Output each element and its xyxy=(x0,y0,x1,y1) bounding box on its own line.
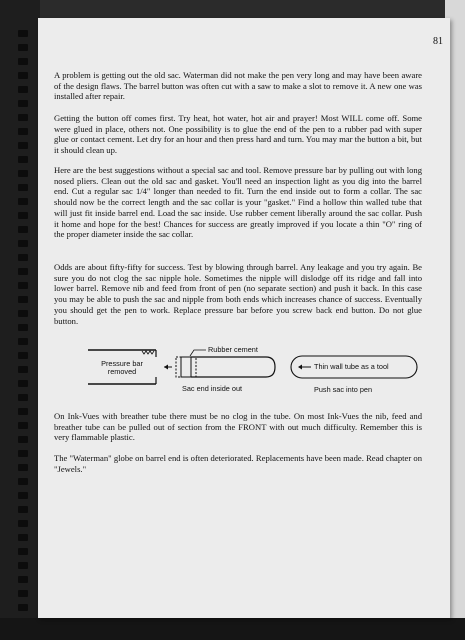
binding-ring xyxy=(18,352,28,359)
paragraph-5: On Ink-Vues with breather tube there must be no clog in the tube. On most Ink-Vues the nib, feed and breather tube can be pulled out of section from the FRONT with out much difficulty. Remember this is very flammable plastic. xyxy=(54,411,422,443)
binding-ring xyxy=(18,128,28,135)
binding-ring xyxy=(18,268,28,275)
binding-ring xyxy=(18,450,28,457)
pressure-bar-label: Pressure bar removed xyxy=(101,359,143,376)
binding-ring xyxy=(18,30,28,37)
binding-ring xyxy=(18,548,28,555)
binding-ring xyxy=(18,114,28,121)
binding-ring xyxy=(18,534,28,541)
paragraph-4: Odds are about fifty-fifty for success. Test by blowing through barrel. Any leakage and you try again. Be sure you do not clog the sac nipple hole. Sometimes the nipple will dislodge off its ridge and fall into lower barrel. Remove nib and feed from front of pen (no separate section) and push it back. In this case you may be able to push the sac and nipple from both ends which increases chance of success. Eventually you should get the pen to work. Replace pressure bar before you screw back end button. Do not glue button. xyxy=(54,262,422,326)
push-sac-label: Push sac into pen xyxy=(314,385,373,394)
binding-ring xyxy=(18,310,28,317)
binding-ring xyxy=(18,394,28,401)
sac-replacement-diagram xyxy=(86,342,422,398)
binding-ring xyxy=(18,492,28,499)
background-bottom xyxy=(0,618,465,640)
binding-ring xyxy=(18,562,28,569)
binding-ring xyxy=(18,576,28,583)
binding-ring xyxy=(18,408,28,415)
binding-ring xyxy=(18,58,28,65)
binding-ring xyxy=(18,44,28,51)
paragraph-6: The "Waterman" globe on barrel end is often deteriorated. Replacements have been made. Read chapter on "Jewels." xyxy=(54,453,422,474)
binding-ring xyxy=(18,184,28,191)
spiral-binding xyxy=(18,30,32,620)
binding-ring xyxy=(18,86,28,93)
binding-ring xyxy=(18,170,28,177)
binding-ring xyxy=(18,100,28,107)
paragraph-3: Here are the best suggestions without a special sac and tool. Remove pressure bar by pulling out with long nosed pliers. Clean out the old sac and gasket. You'll need an inspection light as you dig into the barrel end. Cut a regular sac 1/4" longer than needed to fit. Turn the end inside out to form a collar. The sac should now be the correct length and the sac collar is your "gasket." Find a hollow thin walled tube that will just fit inside barrel end. Load the sac inside. Use rubber cement liberally around the sac collar. Push it home and hope for the best! Chances for success are greatly improved if you locate a thin "O" ring of the proper diameter inside the sac collar. xyxy=(54,165,422,240)
binding-ring xyxy=(18,156,28,163)
binding-ring xyxy=(18,338,28,345)
page-number: 81 xyxy=(433,36,443,47)
binding-ring xyxy=(18,506,28,513)
binding-ring xyxy=(18,198,28,205)
binding-ring xyxy=(18,254,28,261)
paragraph-1: A problem is getting out the old sac. Waterman did not make the pen very long and may have been aware of the design flaws. The barrel button was often cut with a saw to make a slot to remove it. A new one was installed after repair. xyxy=(54,70,422,102)
binding-ring xyxy=(18,324,28,331)
sac-inside-out-label: Sac end inside out xyxy=(182,384,243,393)
binding-ring xyxy=(18,520,28,527)
thin-wall-tube-label: Thin wall tube as a tool xyxy=(314,362,389,371)
binding-ring xyxy=(18,604,28,611)
binding-ring xyxy=(18,422,28,429)
binding-ring xyxy=(18,282,28,289)
paragraph-2: Getting the button off comes first. Try heat, hot water, hot air and prayer! Most WILL come off. Some were glued in place, others not. One possibility is to glue the end of the pen to a rubber pad with super glue or contact cement. Let dry for an hour and then press hard and turn. You may mar the button a bit, but it should clean up. xyxy=(54,113,422,156)
binding-ring xyxy=(18,240,28,247)
rubber-cement-label: Rubber cement xyxy=(208,345,258,354)
binding-ring xyxy=(18,212,28,219)
binding-ring xyxy=(18,72,28,79)
binding-ring xyxy=(18,380,28,387)
binding-ring xyxy=(18,296,28,303)
binding-ring xyxy=(18,478,28,485)
binding-ring xyxy=(18,464,28,471)
binding-ring xyxy=(18,436,28,443)
binding-ring xyxy=(18,590,28,597)
binding-ring xyxy=(18,226,28,233)
binding-ring xyxy=(18,142,28,149)
binding-ring xyxy=(18,366,28,373)
